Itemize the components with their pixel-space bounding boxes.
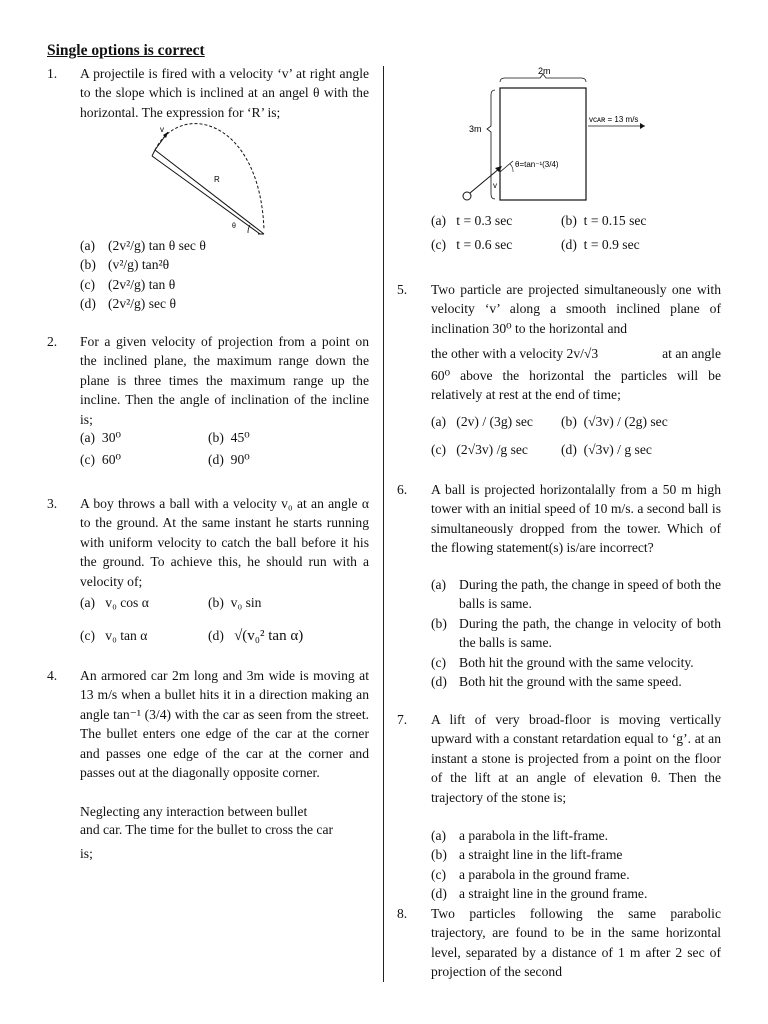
q1-fig-theta: θ [232, 223, 236, 230]
q4-fig-v: v [493, 181, 497, 190]
q7-options [431, 826, 721, 904]
q3-option-a[interactable]: (a) v₀ cos α [80, 595, 149, 610]
q3-option-d[interactable]: (d) √(v₀² tan α) [208, 628, 304, 644]
q5-text-line [431, 344, 721, 363]
q7-text: A lift of very broad-floor is moving vertically upward with a constant retardation equal to ‘g’. at an instant a stone is projected from a point on the floor of the lift at an angle of elevation θ. Then the trajectory of the stone is; [431, 712, 721, 805]
q4-fig-height: 3m [469, 124, 482, 134]
q7-option-b[interactable]: (b) a straight line in the lift-frame [431, 847, 623, 863]
q7-option-a[interactable]: (a) a parabola in the lift-frame. [431, 828, 609, 843]
q1-text: A projectile is fired with a velocity ‘v’ at right angle to the slope which is inclined at an angel θ with the horizontal. The expression for ‘R’ is; [80, 66, 369, 120]
q1-fig-R: R [214, 175, 220, 184]
q1-number: 1. [47, 66, 58, 81]
q7-number: 7. [397, 712, 408, 727]
q4-car-rectangle [500, 88, 586, 200]
q5-number: 5. [397, 282, 408, 297]
q4-option-b[interactable]: (b) t = 0.15 sec [561, 213, 647, 228]
section-heading: Single options is correct [47, 42, 205, 59]
q2-option-c[interactable]: (c) 60⁰ [80, 452, 121, 467]
q1-option-d[interactable]: (d) (2v²/g) sec θ [80, 296, 176, 312]
q4-text-4: is; [80, 846, 93, 861]
q1-trajectory-path [155, 124, 264, 230]
q4-option-a[interactable]: (a) t = 0.3 sec [431, 213, 513, 228]
q6-option-b[interactable]: (b) During the path, the change in velocity of both the balls is same. [431, 615, 721, 651]
q5-option-c[interactable]: (c) (2√3v) /g sec [431, 442, 528, 457]
q6-options [431, 575, 721, 691]
q3-option-b[interactable]: (b) v₀ sin [208, 595, 262, 610]
column-divider [383, 66, 384, 982]
q1-option-c[interactable]: (c) (2v²/g) tan θ [80, 276, 176, 292]
q4-text: An armored car 2m long and 3m wide is moving at 13 m/s when a bullet hits it in a direction making an angle tan⁻¹ (3/4) with the car as seen from the street. The bullet enters one edge of the car at the corner and passes one edge of the car at the corner and passes out at the diagonally opposite corner. [80, 668, 369, 781]
q4-option-d[interactable]: (d) t = 0.9 sec [561, 237, 640, 252]
q6-option-d[interactable]: (d) Both hit the ground with the same speed. [431, 674, 682, 690]
q1-fig-v: v [160, 125, 164, 134]
q4-fig-angle: θ=tan⁻¹(3/4) [515, 160, 559, 169]
q1-incline-top-edge [155, 150, 264, 234]
q2-text: For a given velocity of projection from a point on the inclined plane, the maximum range down the plane is three times the maximum range up the incline. Then the angle of inclination of the incline is; [80, 334, 369, 427]
q1-projectile-figure [140, 120, 280, 238]
q8-number: 8. [397, 906, 408, 921]
q4-fig-vcar: vᴄᴀʀ = 13 m/s [589, 115, 639, 124]
q1-option-a[interactable]: (a) (2v²/g) tan θ sec θ [80, 238, 206, 253]
q4-bullet-origin [463, 192, 471, 200]
q3-text: A boy throws a ball with a velocity v₀ at an angle α to the ground. At the same instant he starts running with uniform velocity to catch the ball before it his the ground. To achieve this, he should run with a velocity of; [80, 496, 369, 589]
q5-text-2b: at an angle [662, 346, 721, 361]
q6-option-a[interactable]: (a) During the path, the change in speed of both the balls is same. [431, 577, 721, 612]
q1-incline-bottom-edge [152, 156, 260, 234]
q2-number: 2. [47, 334, 58, 349]
q3-option-c[interactable]: (c) v₀ tan α [80, 628, 148, 643]
q5-text-3: 60⁰ above the horizontal the particles will be relatively at rest at the end of time; [431, 368, 721, 403]
q1-option-b[interactable]: (b) (v²/g) tan²θ [80, 257, 170, 273]
q8-text: Two particles following the same parabolic trajectory, are found to be in the same horizontal level, separated by a distance of 1 m after 2 sec of projection of the second [431, 906, 721, 980]
q7-option-c[interactable]: (c) a parabola in the ground frame. [431, 866, 630, 882]
q2-option-d[interactable]: (d) 90⁰ [208, 452, 250, 467]
q2-option-b[interactable]: (b) 45⁰ [208, 430, 250, 445]
q5-text-2a: the other with a velocity 2v/√3 [431, 346, 599, 361]
q4-number: 4. [47, 668, 58, 683]
q6-option-c[interactable]: (c) Both hit the ground with the same velocity. [431, 654, 694, 670]
q5-text: Two particle are projected simultaneously one with velocity ‘v’ along a smooth inclined plane of inclination 30⁰ to the horizontal and [431, 282, 721, 336]
q5-option-d[interactable]: (d) (√3v) / g sec [561, 442, 652, 457]
q5-option-b[interactable]: (b) (√3v) / (2g) sec [561, 414, 668, 429]
q1-options [80, 236, 206, 314]
q7-option-d[interactable]: (d) a straight line in the ground frame. [431, 886, 648, 902]
q5-option-a[interactable]: (a) (2v) / (3g) sec [431, 414, 533, 429]
q6-text: A ball is projected horizontalally from a 50 m high tower with an initial speed of 10 m/s. a second ball is simultaneously dropped from the tower. Which of the flowing statement(s) is/are incorrect? [431, 482, 721, 556]
q4-fig-width: 2m [538, 66, 551, 76]
sqrt-expression: √(v₀² tan α) [234, 628, 304, 644]
q4-option-c[interactable]: (c) t = 0.6 sec [431, 237, 513, 252]
q4-text-2: Neglecting any interaction between bullet [80, 804, 308, 819]
q4-car-figure [455, 60, 665, 208]
q3-number: 3. [47, 496, 58, 511]
q2-option-a[interactable]: (a) 30⁰ [80, 430, 121, 445]
q4-text-3: and car. The time for the bullet to cross the car [80, 822, 334, 837]
q6-number: 6. [397, 482, 408, 497]
